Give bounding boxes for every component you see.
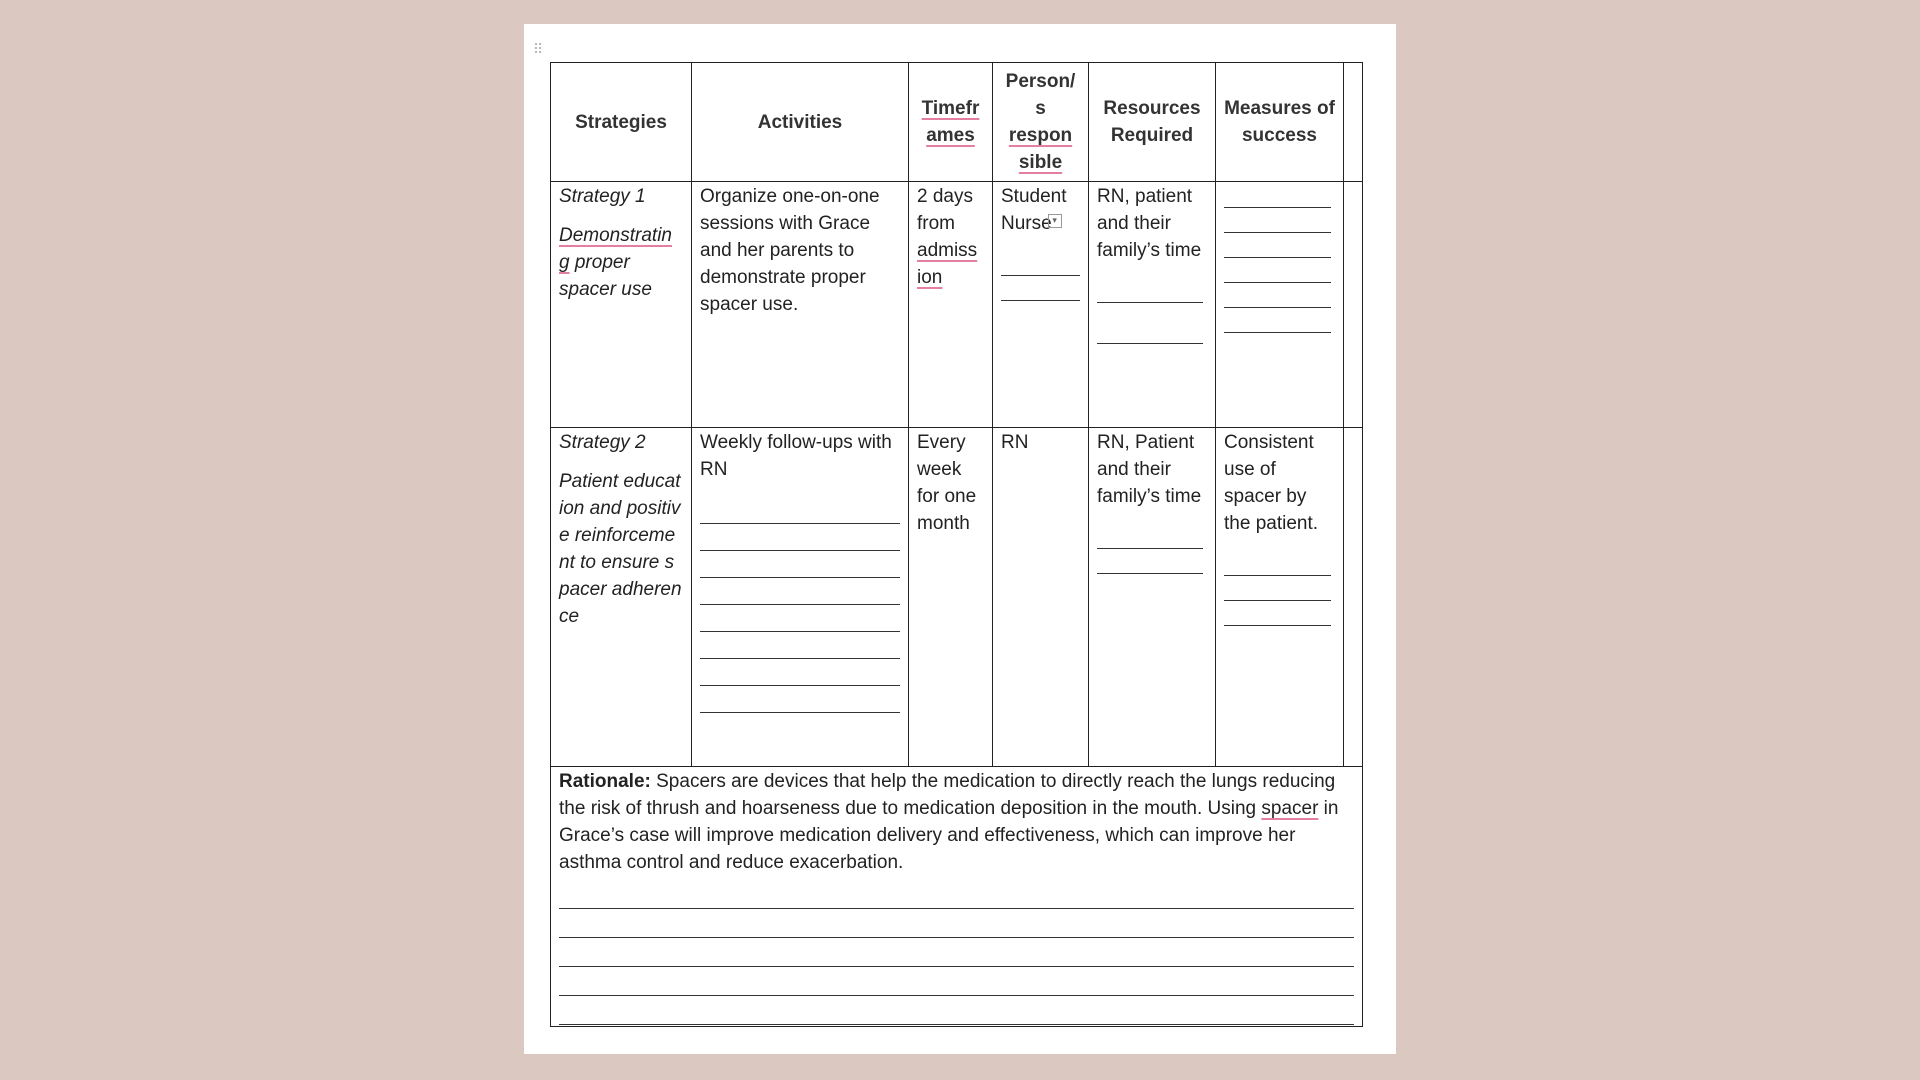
row1-resources-blanks (1097, 278, 1207, 344)
table-drag-handle-icon[interactable]: ⠿ (532, 41, 544, 57)
row1-resources-cell[interactable] (1089, 182, 1216, 428)
blank-line (1001, 251, 1080, 276)
row1-measures-cell[interactable] (1216, 182, 1344, 428)
blank-line (1224, 601, 1331, 626)
blank-line (700, 605, 900, 632)
row2-activity-text: Weekly follow-ups with RN (700, 432, 892, 480)
row1-resources-text: RN, patient and their family’s time (1097, 186, 1202, 261)
blank-line (1224, 308, 1331, 333)
blank-line (700, 497, 900, 524)
blank-line (700, 659, 900, 686)
blank-line (700, 551, 900, 578)
row1-strategy-desc-part1: Demonstratin (559, 225, 672, 246)
header-timeframes-part2: ames (926, 125, 975, 146)
document-page (524, 24, 1396, 1054)
header-persons-part3: respon (1008, 125, 1073, 146)
header-measures[interactable]: Measures of success (1216, 63, 1344, 182)
header-persons-part4: sible (1018, 152, 1063, 173)
row2-extra-cell[interactable] (1344, 428, 1363, 767)
row2-person-cell[interactable] (993, 428, 1089, 767)
care-plan-table (550, 62, 1363, 1027)
blank-line (1097, 549, 1203, 574)
row1-extra-cell[interactable] (1344, 182, 1363, 428)
blank-line (700, 632, 900, 659)
blank-line (559, 967, 1354, 996)
row2-timeframe-cell[interactable] (909, 428, 993, 767)
row2-person-text: RN (1001, 432, 1029, 453)
rationale-cell[interactable] (551, 767, 1363, 1027)
rationale-row (551, 767, 1363, 1027)
blank-line (1097, 524, 1203, 549)
row2-resources-cell[interactable] (1089, 428, 1216, 767)
blank-line (1001, 276, 1080, 301)
row2-resources-blanks (1097, 524, 1207, 574)
row1-strategy-desc-part3: proper spacer use (559, 252, 652, 300)
blank-line (700, 578, 900, 605)
blank-line (1224, 233, 1331, 258)
header-persons-part1: Person/ (1005, 71, 1076, 92)
row1-timeframe-part1: 2 days from (917, 186, 973, 234)
blank-line (1224, 258, 1331, 283)
header-persons-responsible[interactable] (993, 63, 1089, 182)
header-timeframes[interactable] (909, 63, 993, 182)
blank-line (1097, 319, 1203, 344)
blank-line (559, 880, 1354, 909)
row2-timeframe-text: Every week for one month (917, 432, 977, 534)
row2-activity-blanks (700, 497, 900, 713)
blank-line (1224, 183, 1331, 208)
rationale-text-part3: in Grace’s case will improve medication delivery and effectiveness, which can improve her asthma control and reduce exacerbation. (559, 798, 1339, 873)
row2-resources-text: RN, Patient and their family’s time (1097, 432, 1202, 507)
row1-timeframe-cell[interactable] (909, 182, 993, 428)
blank-line (1097, 278, 1203, 303)
blank-line (1224, 208, 1331, 233)
row1-timeframe-part3: ion (917, 267, 943, 288)
row1-timeframe-part2: admiss (917, 240, 978, 261)
row2-measures-blanks (1224, 551, 1335, 626)
header-resources[interactable]: Resources Required (1089, 63, 1216, 182)
rationale-label: Rationale: (559, 771, 651, 792)
row2-measures-text: Consistent use of spacer by the patient. (1224, 432, 1319, 534)
row2-measures-cell[interactable] (1216, 428, 1344, 767)
blank-line (1224, 551, 1331, 576)
row1-person-cell[interactable] (993, 182, 1089, 428)
blank-line (559, 909, 1354, 938)
header-persons-part2: s (1035, 98, 1046, 119)
blank-line (700, 524, 900, 551)
row1-person-blanks (1001, 251, 1080, 301)
row1-activity-cell[interactable] (692, 182, 909, 428)
row2-strategy-title: Strategy 2 (559, 432, 646, 453)
header-strategies[interactable]: Strategies (551, 63, 692, 182)
table-row (551, 428, 1363, 767)
rationale-blanks (559, 880, 1354, 1025)
row2-strategy-desc: Patient education and positive reinforcement to ensure spacer adherence (559, 471, 682, 627)
rationale-text-part2: spacer (1261, 798, 1319, 819)
row2-activity-cell[interactable] (692, 428, 909, 767)
blank-line (700, 686, 900, 713)
row1-strategy-cell[interactable] (551, 182, 692, 428)
table-header-row (551, 63, 1363, 182)
blank-line (1224, 576, 1331, 601)
row1-strategy-desc-part2: g (559, 252, 570, 273)
header-extra-cell[interactable] (1344, 63, 1363, 182)
row1-activity-text: Organize one-on-one sessions with Grace and her parents to demonstrate proper spacer use. (700, 186, 880, 315)
header-activities[interactable]: Activities (692, 63, 909, 182)
row1-strategy-title: Strategy 1 (559, 186, 646, 207)
row1-person-text: Student Nurse (1001, 186, 1067, 234)
table-row (551, 182, 1363, 428)
rationale-text-part1: Spacers are devices that help the medication to directly reach the lungs reducing the risk of thrush and hoarseness due to medication deposition in the mouth. Using (559, 771, 1336, 819)
chevron-down-icon[interactable]: ▾ (1048, 214, 1062, 228)
blank-line (1224, 283, 1331, 308)
header-timeframes-part1: Timefr (921, 98, 980, 119)
row2-strategy-cell[interactable] (551, 428, 692, 767)
blank-line (559, 938, 1354, 967)
blank-line (559, 996, 1354, 1025)
